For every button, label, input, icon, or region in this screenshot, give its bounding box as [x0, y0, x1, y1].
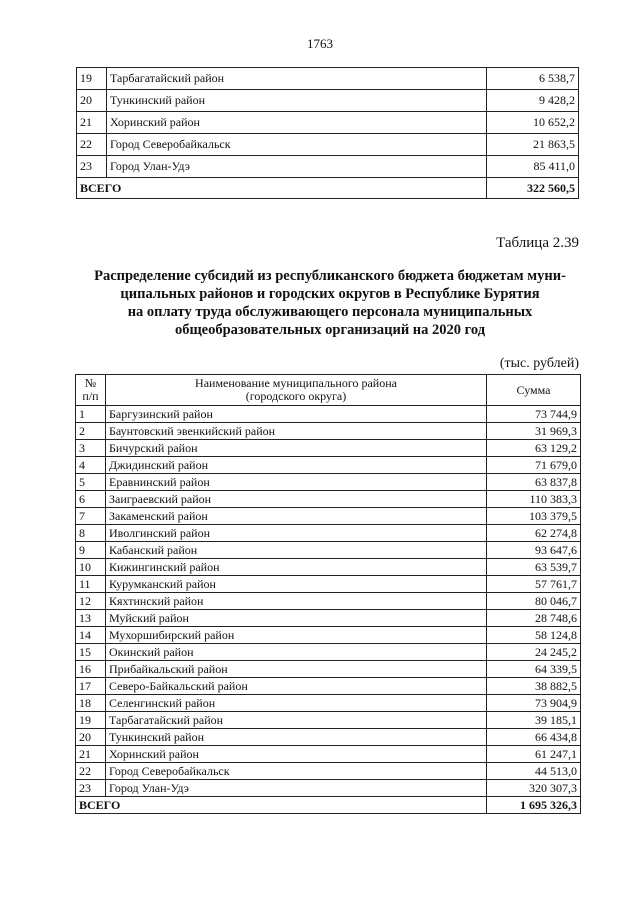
table-row	[76, 440, 581, 457]
table-row	[76, 763, 581, 780]
row-sum: 71 679,0	[487, 457, 581, 474]
row-name: Закаменский район	[106, 508, 487, 525]
row-name: Еравнинский район	[106, 474, 487, 491]
total-row	[76, 797, 581, 814]
header-row	[76, 375, 581, 406]
row-sum: 62 274,8	[487, 525, 581, 542]
row-sum: 31 969,3	[487, 423, 581, 440]
row-number: 5	[76, 474, 106, 491]
row-number: 22	[77, 134, 107, 156]
row-number: 21	[77, 112, 107, 134]
total-label: ВСЕГО	[76, 797, 487, 814]
table-label: Таблица 2.39	[496, 235, 579, 251]
row-number: 7	[76, 508, 106, 525]
row-sum: 63 539,7	[487, 559, 581, 576]
row-name: Хоринский район	[107, 112, 487, 134]
row-number: 21	[76, 746, 106, 763]
row-sum: 28 748,6	[487, 610, 581, 627]
table-row	[77, 134, 579, 156]
title-line: на оплату труда обслуживающего персонала муниципальных	[127, 304, 533, 320]
table-row	[76, 746, 581, 763]
subsidy-table	[75, 374, 581, 814]
row-sum: 58 124,8	[487, 627, 581, 644]
total-value: 322 560,5	[487, 178, 579, 199]
row-number: 23	[77, 156, 107, 178]
row-sum: 44 513,0	[487, 763, 581, 780]
total-row	[77, 178, 579, 199]
row-number: 16	[76, 661, 106, 678]
row-name: Джидинский район	[106, 457, 487, 474]
row-number: 2	[76, 423, 106, 440]
row-sum: 73 744,9	[487, 406, 581, 423]
row-name: Тункинский район	[107, 90, 487, 112]
table-row	[77, 90, 579, 112]
row-sum: 73 904,9	[487, 695, 581, 712]
header-name-line2: (городского округа)	[245, 389, 347, 403]
header-num-line1: №	[84, 376, 97, 390]
row-name: Прибайкальский район	[106, 661, 487, 678]
title-line: общеобразовательных организаций на 2020 год	[174, 322, 486, 338]
table-row	[76, 423, 581, 440]
row-number: 9	[76, 542, 106, 559]
table-row	[76, 678, 581, 695]
row-number: 19	[76, 712, 106, 729]
row-sum: 21 863,5	[487, 134, 579, 156]
row-sum: 64 339,5	[487, 661, 581, 678]
row-sum: 24 245,2	[487, 644, 581, 661]
row-number: 19	[77, 68, 107, 90]
row-sum: 61 247,1	[487, 746, 581, 763]
row-sum: 9 428,2	[487, 90, 579, 112]
row-number: 18	[76, 695, 106, 712]
row-name: Заиграевский район	[106, 491, 487, 508]
row-number: 14	[76, 627, 106, 644]
table-row	[77, 68, 579, 90]
row-name: Бичурский район	[106, 440, 487, 457]
row-number: 12	[76, 593, 106, 610]
row-sum: 320 307,3	[487, 780, 581, 797]
header-sum: Сумма	[487, 375, 581, 406]
row-name: Окинский район	[106, 644, 487, 661]
table-row	[77, 112, 579, 134]
table-row	[76, 593, 581, 610]
units-label: (тыс. рублей)	[499, 356, 579, 371]
row-sum: 10 652,2	[487, 112, 579, 134]
row-name: Город Улан-Удэ	[107, 156, 487, 178]
row-name: Кижингинский район	[106, 559, 487, 576]
row-number: 3	[76, 440, 106, 457]
row-sum: 80 046,7	[487, 593, 581, 610]
row-name: Баргузинский район	[106, 406, 487, 423]
row-sum: 63 129,2	[487, 440, 581, 457]
row-name: Город Северобайкальск	[107, 134, 487, 156]
table-row	[76, 712, 581, 729]
table-row	[76, 729, 581, 746]
header-name	[106, 375, 487, 406]
row-name: Иволгинский район	[106, 525, 487, 542]
row-name: Тункинский район	[106, 729, 487, 746]
table-row	[76, 457, 581, 474]
row-number: 22	[76, 763, 106, 780]
row-sum: 103 379,5	[487, 508, 581, 525]
row-sum: 63 837,8	[487, 474, 581, 491]
table-row	[76, 695, 581, 712]
table-row	[76, 491, 581, 508]
title-line: Распределение субсидий из республиканского бюджета бюджетам муни-	[94, 268, 566, 284]
row-name: Кабанский район	[106, 542, 487, 559]
row-name: Тарбагатайский район	[107, 68, 487, 90]
row-number: 11	[76, 576, 106, 593]
row-number: 20	[77, 90, 107, 112]
row-number: 8	[76, 525, 106, 542]
row-name: Кяхтинский район	[106, 593, 487, 610]
row-number: 10	[76, 559, 106, 576]
header-name-line1: Наименование муниципального района	[195, 376, 397, 390]
table-row	[76, 576, 581, 593]
table-row	[76, 508, 581, 525]
row-sum: 38 882,5	[487, 678, 581, 695]
row-name: Город Северобайкальск	[106, 763, 487, 780]
row-number: 13	[76, 610, 106, 627]
header-num-line2: п/п	[82, 389, 99, 403]
row-number: 6	[76, 491, 106, 508]
row-number: 4	[76, 457, 106, 474]
table-row	[76, 474, 581, 491]
table-row	[77, 156, 579, 178]
total-value: 1 695 326,3	[487, 797, 581, 814]
table-row	[76, 780, 581, 797]
row-name: Муйский район	[106, 610, 487, 627]
table-row	[76, 542, 581, 559]
row-number: 23	[76, 780, 106, 797]
row-name: Хоринский район	[106, 746, 487, 763]
row-number: 20	[76, 729, 106, 746]
title-line: ципальных районов и городских округов в Республике Бурятия	[120, 286, 540, 302]
row-sum: 39 185,1	[487, 712, 581, 729]
table-row	[76, 406, 581, 423]
row-sum: 85 411,0	[487, 156, 579, 178]
row-sum: 93 647,6	[487, 542, 581, 559]
row-name: Селенгинский район	[106, 695, 487, 712]
row-name: Баунтовский эвенкийский район	[106, 423, 487, 440]
table-row	[76, 644, 581, 661]
row-number: 17	[76, 678, 106, 695]
row-name: Северо-Байкальский район	[106, 678, 487, 695]
page-number: 1763	[307, 36, 333, 51]
row-number: 1	[76, 406, 106, 423]
row-name: Город Улан-Удэ	[106, 780, 487, 797]
table-row	[76, 559, 581, 576]
table-row	[76, 627, 581, 644]
row-name: Тарбагатайский район	[106, 712, 487, 729]
row-number: 15	[76, 644, 106, 661]
table-title	[70, 267, 590, 339]
row-name: Курумканский район	[106, 576, 487, 593]
table-row	[76, 661, 581, 678]
table-row	[76, 610, 581, 627]
row-name: Мухоршибирский район	[106, 627, 487, 644]
total-label: ВСЕГО	[77, 178, 487, 199]
row-sum: 57 761,7	[487, 576, 581, 593]
continued-table	[76, 67, 579, 199]
row-sum: 66 434,8	[487, 729, 581, 746]
table-row	[76, 525, 581, 542]
header-num	[76, 375, 106, 406]
row-sum: 110 383,3	[487, 491, 581, 508]
row-sum: 6 538,7	[487, 68, 579, 90]
